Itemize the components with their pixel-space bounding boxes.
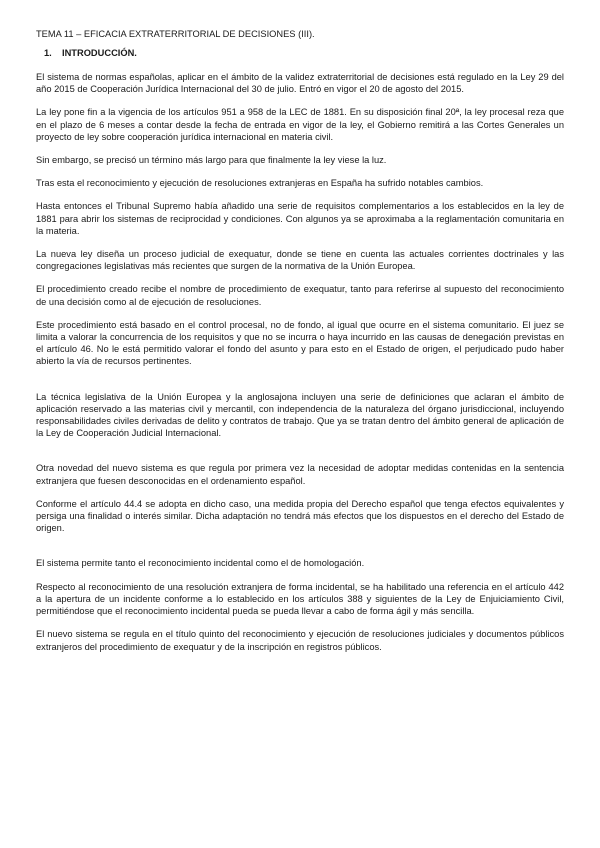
paragraph-spacer <box>36 617 564 628</box>
section-title: INTRODUCCIÓN. <box>62 48 137 58</box>
paragraph-spacer <box>36 368 564 391</box>
paragraph-spacer <box>36 166 564 177</box>
paragraph-spacer <box>36 570 564 581</box>
paragraph: Conforme el artículo 44.4 se adopta en dicho caso, una medida propia del Derecho español que tenga efectos equivalentes y persiga una finalidad o interés similar. Dicha adaptación no tendrá más efectos que los dispuestos en el derecho del Estado de origen. <box>36 498 564 534</box>
paragraph: Otra novedad del nuevo sistema es que regula por primera vez la necesidad de adoptar medidas contenidas en la sentencia extranjera que fuesen desconocidas en el ordenamiento español. <box>36 463 564 486</box>
paragraph: La nueva ley diseña un proceso judicial de exequatur, donde se tiene en cuenta las actuales corrientes doctrinales y las congregaciones legislativas más recientes que surgen de la normativa de la Unión Europea. <box>36 249 564 272</box>
paragraph: Sin embargo, se precisó un término más largo para que finalmente la ley viese la luz. <box>36 155 387 166</box>
document-body <box>36 28 564 653</box>
paragraph-spacer <box>36 95 564 106</box>
paragraph: Tras esta el reconocimiento y ejecución de resoluciones extranjeras en España ha sufrido notables cambios. <box>36 178 484 189</box>
paragraph: El procedimiento creado recibe el nombre de procedimiento de exequatur, tanto para referirse al supuesto del reconocimiento de una decisión como al de ejecución de resoluciones. <box>36 284 564 307</box>
document-title: TEMA 11 – EFICACIA EXTRATERRITORIAL DE DECISIONES (III). <box>36 29 315 39</box>
paragraph: El sistema permite tanto el reconocimiento incidental como el de homologación. <box>36 558 365 569</box>
paragraph: La técnica legislativa de la Unión Europea y la anglosajona incluyen una serie de definiciones que aclaran el ámbito de aplicación reservado a las materias civil y mercantil, con independencia de la naturaleza del órgano jurisdiccional, incluyendo responsabilidades civiles derivadas de delito y contratos de trabajo. Que ya se tratan dentro del ámbito general de aplicación de la Ley de Cooperación Judicial Internacional. <box>36 391 564 439</box>
paragraph: Hasta entonces el Tribunal Supremo había añadido una serie de requisitos complementarios a los establecidos en la ley de 1881 para abrir los sistemas de reciprocidad y condiciones. Con algunos ya se aproximaba a la reglamentación comunitaria en la materia. <box>36 201 564 236</box>
section-number: 1. <box>44 48 52 58</box>
paragraph-spacer <box>36 143 564 154</box>
paragraph: La ley pone fin a la vigencia de los artículos 951 a 958 de la LEC de 1881. En su disposición final 20ª, la ley procesal reza que en el plazo de 6 meses a contar desde la fecha de entrada en vigor de la ley, el Gobierno remitirá a las Cortes Generales un proyecto de ley sobre cooperación jurídica internacional en materia civil. <box>36 107 564 142</box>
paragraph: Respecto al reconocimiento de una resolución extranjera de forma incidental, se ha habilitado una referencia en el artículo 442 a la apertura de un incidente conforme a lo establecido en los artículos 388 y siguientes de la Ley de Enjuiciamiento Civil, permitiéndose que el reconocimiento incidental pueda se pueda llevar a cabo de forma ágil y más sencilla. <box>36 581 564 617</box>
paragraph: El nuevo sistema se regula en el título quinto del reconocimiento y ejecución de resoluciones judiciales y documentos públicos extranjeros del procedimiento de exequatur y de la inscripción en registros públicos. <box>36 629 564 652</box>
paragraph-spacer <box>36 189 564 200</box>
paragraph-spacer <box>36 534 564 557</box>
paragraph-spacer <box>36 272 564 283</box>
paragraph-spacer <box>36 487 564 498</box>
paragraph-spacer <box>36 237 564 248</box>
paragraph-spacer <box>36 308 564 319</box>
paragraph: Este procedimiento está basado en el control procesal, no de fondo, al igual que ocurre en el sistema comunitario. El juez se limita a valorar la concurrencia de los requisitos y que no se incurra o haya incurrido en las causas de denegación previstas en el artículo 46. No le está permitido valorar el fondo del asunto y para esto en el Estado de origen, el perjudicado pudo haber abierto la vía de recursos pertinentes. <box>36 319 564 367</box>
paragraph: El sistema de normas españolas, aplicar en el ámbito de la validez extraterritorial de decisiones está regulado en la Ley 29 del año 2015 de Cooperación Jurídica Internacional del 30 de julio. Entró en vigor el 20 de agosto del 2015. <box>36 72 564 95</box>
paragraph-spacer <box>36 439 564 462</box>
section-heading <box>44 47 564 60</box>
